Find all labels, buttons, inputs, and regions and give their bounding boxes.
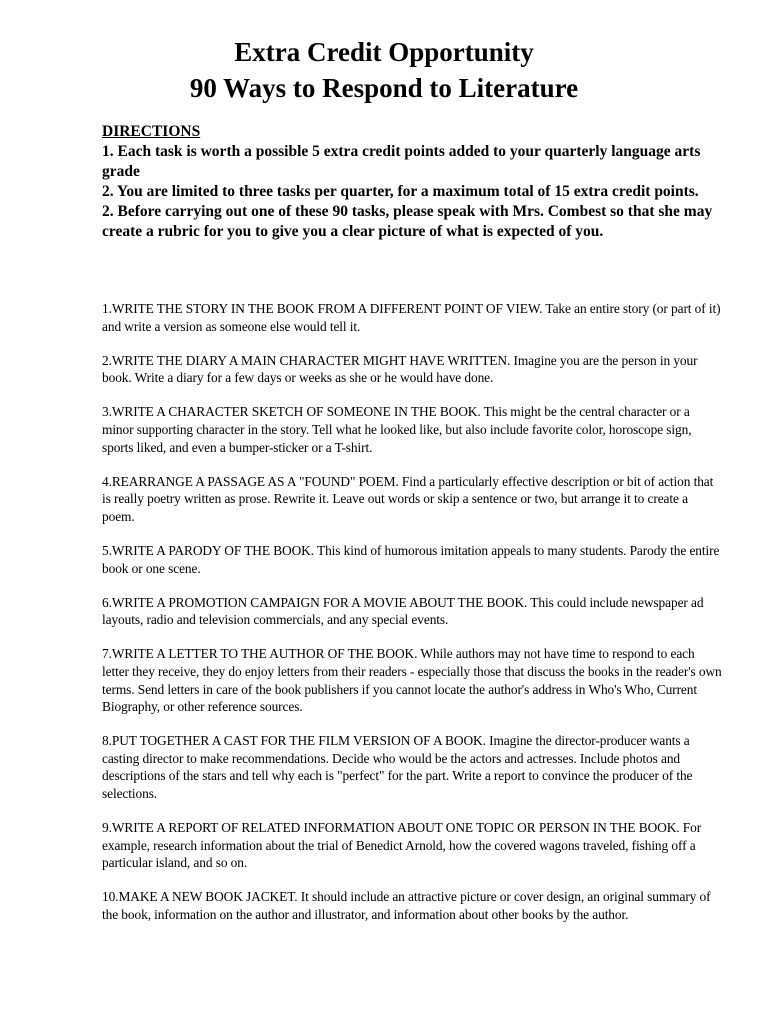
task-heading: 9.WRITE A REPORT OF RELATED INFORMATION ABOUT ONE TOPIC OR PERSON IN THE BOOK.: [102, 820, 680, 836]
task-item-9: [102, 819, 722, 872]
task-heading: 3.WRITE A CHARACTER SKETCH OF SOMEONE IN THE BOOK.: [102, 404, 481, 420]
task-heading: 4.REARRANGE A PASSAGE AS A "FOUND" POEM.: [102, 473, 399, 489]
task-heading: 5.WRITE A PARODY OF THE BOOK.: [102, 542, 314, 558]
task-item-1: [102, 300, 722, 335]
task-description: This might be the central character or a minor supporting character in the story. Tell what he looked like, but also include favorite color, horoscope sign, sports liked, and even a bumper-sticker or a T-shirt.: [102, 404, 692, 455]
page-title: Extra Credit Opportunity: [234, 37, 534, 67]
task-item-7: [102, 645, 722, 715]
task-description: It should include an attractive picture or cover design, an original summary of the book, information on the author and illustrator, and information about other books by the author.: [102, 889, 711, 922]
task-item-5: [102, 542, 722, 577]
task-item-2: [102, 352, 722, 387]
task-heading: 8.PUT TOGETHER A CAST FOR THE FILM VERSION OF A BOOK.: [102, 733, 486, 749]
task-heading: 6.WRITE A PROMOTION CAMPAIGN FOR A MOVIE ABOUT THE BOOK.: [102, 594, 528, 610]
page-subtitle: 90 Ways to Respond to Literature: [189, 73, 579, 103]
task-heading: 2.WRITE THE DIARY A MAIN CHARACTER MIGHT HAVE WRITTEN.: [102, 352, 511, 368]
task-description: This could include newspaper ad layouts, radio and television commercials, and any special events.: [102, 594, 704, 628]
task-item-4: [102, 473, 722, 526]
task-description: Imagine you are the person in your book. Write a diary for a few days or weeks as she or he would have done.: [102, 352, 698, 386]
directions-section: [102, 122, 722, 242]
task-description: While authors may not have time to respond to each letter they receive, they do enjoy letters from their readers - especially those that discuss the books in the reader's own terms. Send letters in care of the book publishers if you cannot locate the author's address in Who's Who, Current Biography, or other reference sources.: [102, 646, 722, 715]
directions-item-3: 2. Before carrying out one of these 90 tasks, please speak with Mrs. Combest so that she may create a rubric for you to give you a clear picture of what is expected of you.: [102, 203, 713, 240]
task-heading: 7.WRITE A LETTER TO THE AUTHOR OF THE BOOK.: [102, 646, 418, 662]
task-heading: 1.WRITE THE STORY IN THE BOOK FROM A DIFFERENT POINT OF VIEW.: [102, 301, 543, 316]
task-item-8: [102, 732, 722, 802]
task-item-6: [102, 594, 722, 629]
task-item-3: [102, 403, 722, 456]
task-heading: 10.MAKE A NEW BOOK JACKET.: [102, 889, 298, 905]
task-description: Find a particularly effective description or bit of action that is really poetry written as prose. Rewrite it. Leave out words or skip a sentence or two, but arrange it to create a poem.: [102, 473, 714, 524]
directions-item-1: 1. Each task is worth a possible 5 extra credit points added to your quarterly language arts grade: [102, 143, 701, 180]
task-item-10: [102, 888, 722, 923]
task-description: Imagine the director-producer wants a casting director to make recommendations. Decide who would be the actors and actresses. Include photos and descriptions of the stars and tell why each is "perfect" for the part. Write a report to convince the producer of the selections.: [102, 733, 693, 801]
directions-item-2: 2. You are limited to three tasks per quarter, for a maximum total of 15 extra credit points.: [102, 183, 699, 200]
task-description: This kind of humorous imitation appeals to many students. Parody the entire book or one scene.: [102, 542, 720, 576]
task-description: For example, research information about the trial of Benedict Arnold, how the covered wagons traveled, fishing off a particular island, and so on.: [102, 820, 702, 871]
task-description: Take an entire story (or part of it) and write a version as someone else would tell it.: [102, 301, 721, 334]
directions-heading: DIRECTIONS: [102, 123, 201, 140]
task-list: [102, 300, 722, 940]
